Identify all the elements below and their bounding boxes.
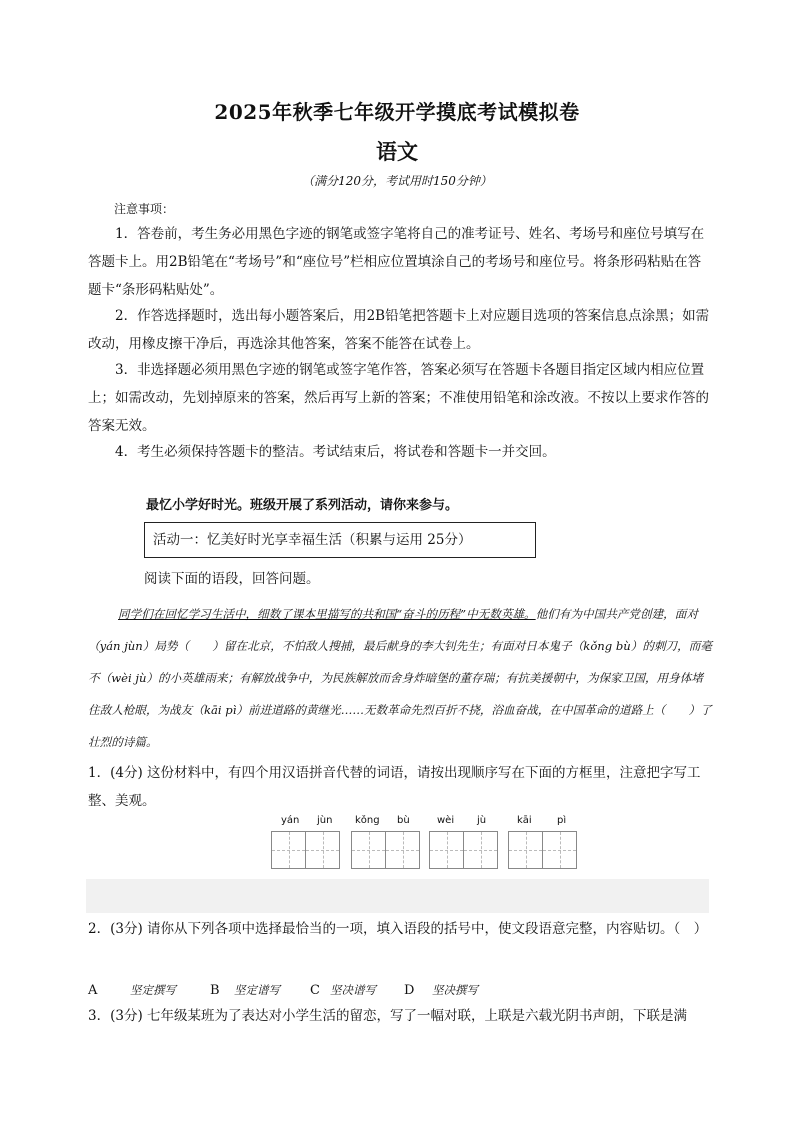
option-letter[interactable]: B [210,983,220,998]
grid-cell[interactable] [508,831,543,869]
reading-instruction: 阅读下面的语段，回答问题。 [144,571,320,587]
answer-grid-3[interactable] [429,831,501,869]
pinyin-label: pì [557,815,567,826]
notes-heading: 注意事项： [114,202,175,216]
note-item-2: 2．作答选择题时，选出每小题答案后，用2B铅笔把答题卡上对应题目选项的答案信息点涂黑；如需改动，用橡皮擦干净后，再选涂其他答案，答案不能答在试卷上。 [88,308,710,352]
pinyin-label: kāi [517,815,532,826]
activity-box: 活动一：忆美好时光享幸福生活（积累与运用 25分） [144,522,536,558]
pinyin-label: bù [397,815,410,826]
grid-cell[interactable] [463,831,498,869]
pinyin-label: jùn [317,815,333,826]
note-item-1: 1．答卷前，考生务必用黑色字迹的钢笔或签字笔将自己的准考证号、姓名、考场号和座位号填写在答题卡上。用2B铅笔在“考场号”和“座位号”栏相应位置填涂自己的考场号和座位号。将条形码粘贴在答题卡“条形码粘贴处”。 [88,226,705,298]
grid-cell[interactable] [429,831,464,869]
passage-body: 他们有为中国共产党创建，面对（yán jùn）局势（ ）留在北京，不怕敌人搜捕，最后献身的李大钊先生；有面对日本鬼子（kǒng bù）的刺刀，而毫不（wèi jù）的小英雄雨来；有解放战争中，为民族解放而舍身炸暗堡的董存瑞；有抗美援朝中，为保家卫国，用身体堵住敌人枪眼，为战友（kāi pì）前进道路的黄继光……无数革命先烈百折不挠，浴血奋战，在中国革命的道路上（ ）了壮烈的诗篇。 [88,607,712,749]
option-text: 坚决谱写 [330,983,376,997]
grid-cell[interactable] [542,831,577,869]
pinyin-row [271,815,581,829]
grid-cell[interactable] [305,831,340,869]
grid-cell[interactable] [351,831,386,869]
answer-grid-2[interactable] [351,831,423,869]
exam-title: 2025年秋季七年级开学摸底考试模拟卷 [214,100,580,124]
grid-cell[interactable] [271,831,306,869]
note-item-4: 4．考生必须保持答题卡的整洁。考试结束后，将试卷和答题卡一并交回。 [115,444,556,460]
question-3: 3．(3分) 七年级某班为了表达对小学生活的留恋，写了一幅对联，上联是六载光阴书声朗，下联是满 [88,1008,688,1024]
question-1: 1．(4分) 这份材料中，有四个用汉语拼音代替的词语，请按出现顺序写在下面的方框里，注意把字写工整、美观。 [88,765,701,809]
answer-band [86,879,709,913]
grid-cell[interactable] [385,831,420,869]
option-letter[interactable]: D [404,983,415,998]
passage-underlined: 同学们在回忆学习生活中，细数了课本里描写的共和国“奋斗的历程”中无数英雄。 [118,607,536,621]
answer-grid-4[interactable] [508,831,580,869]
pinyin-label: wèi [437,815,455,826]
pinyin-label: yán [281,815,300,826]
subject-title: 语文 [376,139,418,164]
exam-meta: （满分120分，考试用时150分钟） [302,174,492,188]
pinyin-label: jù [477,815,487,826]
option-letter[interactable]: C [310,983,320,998]
option-text: 坚定撰写 [130,983,176,997]
pinyin-label: kǒng [355,815,380,826]
option-letter[interactable]: A [88,983,98,998]
option-text: 坚定谱写 [234,983,280,997]
question-2-options [88,982,478,998]
section-intro: 最忆小学好时光。班级开展了系列活动，请你来参与。 [146,498,459,513]
note-item-3: 3．非选择题必须用黑色字迹的钢笔或签字笔作答，答案必须写在答题卡各题目指定区域内相应位置上；如需改动，先划掉原来的答案，然后再写上新的答案；不准使用铅笔和涂改液。不按以上要求作答的答案无效。 [88,362,709,434]
question-2: 2．(3分) 请你从下列各项中选择最恰当的一项，填入语段的括号中，使文段语意完整，内容贴切。（ ） [88,921,708,937]
reading-passage [88,598,714,758]
answer-grid-1[interactable] [271,831,343,869]
option-text: 坚决撰写 [432,983,478,997]
